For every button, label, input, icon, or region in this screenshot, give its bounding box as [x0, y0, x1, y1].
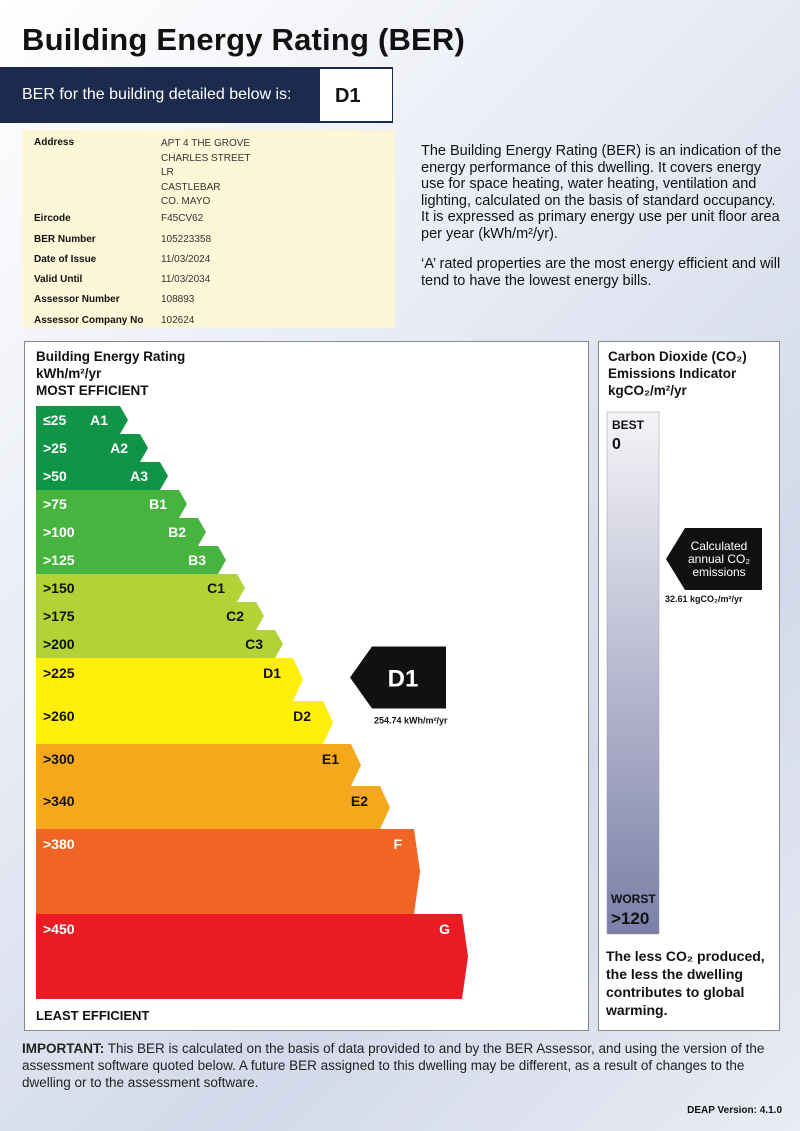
- rating-band-range: >260: [43, 708, 75, 724]
- ber-rating-label: BER for the building detailed below is:: [22, 86, 292, 103]
- detail-value: F45CV62: [161, 213, 204, 224]
- rating-band-range: >25: [43, 440, 67, 456]
- chart-heading-line: MOST EFFICIENT: [36, 383, 149, 398]
- co2-arrow-line: Calculated: [690, 539, 748, 553]
- ber-rating-value: D1: [320, 69, 392, 121]
- rating-indicator-value: 254.74 kWh/m²/yr: [374, 715, 448, 726]
- address-line: LR: [161, 167, 174, 179]
- detail-value: 11/03/2024: [161, 254, 211, 265]
- property-details: [22, 130, 395, 328]
- rating-band-range: >125: [43, 552, 75, 568]
- rating-band-g: [36, 914, 468, 999]
- rating-band-e2: [36, 786, 390, 829]
- rating-band-range: >75: [43, 496, 67, 512]
- detail-key: Address: [34, 137, 75, 148]
- detail-key: Assessor Number: [34, 294, 120, 305]
- detail-value: 11/03/2034: [161, 274, 211, 285]
- co2-heading-line: kgCO₂/m²/yr: [608, 383, 687, 398]
- co2-heading-line: Emissions Indicator: [608, 366, 737, 381]
- rating-band-grade: B1: [149, 496, 167, 512]
- address-line: CHARLES STREET: [161, 152, 251, 164]
- detail-value: 102624: [161, 315, 195, 326]
- rating-band-grade: G: [439, 921, 450, 937]
- co2-best-value: 0: [612, 436, 621, 453]
- rating-band-grade: B3: [188, 552, 206, 568]
- important-notice: [22, 1040, 782, 1091]
- rating-band-grade: A1: [90, 412, 108, 428]
- co2-worst-value: >120: [611, 909, 650, 928]
- co2-scale-bar: [607, 412, 659, 934]
- detail-key: BER Number: [34, 234, 96, 245]
- rating-band-f: [36, 829, 420, 914]
- rating-band-grade: D2: [293, 708, 311, 724]
- rating-band-range: >50: [43, 468, 67, 484]
- rating-band-range: >340: [43, 793, 75, 809]
- rating-band-range: >300: [43, 751, 75, 767]
- rating-band-range: >225: [43, 665, 75, 681]
- least-efficient-label: LEAST EFFICIENT: [36, 1008, 150, 1023]
- chart-heading-line: Building Energy Rating: [36, 349, 186, 364]
- rating-band-range: ≤25: [43, 412, 67, 428]
- co2-arrow-line: annual CO₂: [687, 552, 751, 566]
- co2-emissions-value: 32.61 kgCO₂/m²/yr: [665, 594, 743, 604]
- rating-bands: [25, 342, 590, 1032]
- rating-band-grade: C1: [207, 580, 225, 596]
- detail-key: Valid Until: [34, 274, 83, 285]
- co2-best-label: BEST: [612, 418, 645, 432]
- rating-band-grade: A3: [130, 468, 148, 484]
- co2-heading-line: Carbon Dioxide (CO₂): [608, 349, 747, 364]
- detail-key: Eircode: [34, 213, 71, 224]
- energy-rating-chart: [24, 341, 589, 1031]
- detail-value: 105223358: [161, 234, 212, 245]
- rating-band-range: >200: [43, 636, 75, 652]
- detail-key: Date of Issue: [34, 254, 97, 265]
- address-line: APT 4 THE GROVE: [161, 138, 251, 149]
- co2-arrow-line: emissions: [692, 565, 746, 579]
- rating-band-e1: [36, 744, 361, 786]
- detail-key: Assessor Company No: [34, 315, 144, 326]
- rating-band-grade: D1: [263, 665, 281, 681]
- rating-band-range: >380: [43, 836, 75, 852]
- ber-explanation-paragraph: ‘A’ rated properties are the most energy efficient and will tend to have the lowest energy bills.: [421, 256, 781, 289]
- ber-explanation: [421, 143, 786, 303]
- important-text: This BER is calculated on the basis of data provided to and by the BER Assessor, and using the version of the assessment software quoted below. A future BER assigned to this dwelling may be different, as a result of changes to the dwelling or to the assessment software.: [22, 1041, 765, 1090]
- rating-band-grade: E1: [321, 751, 339, 767]
- detail-value-address: [161, 137, 250, 210]
- page-title: Building Energy Rating (BER): [22, 22, 466, 57]
- rating-band-grade: C3: [245, 636, 263, 652]
- rating-band-grade: E2: [350, 793, 368, 809]
- important-label: IMPORTANT:: [22, 1041, 105, 1056]
- rating-band-d2: [36, 701, 333, 744]
- address-line: CASTLEBAR: [161, 181, 221, 193]
- rating-band-grade: B2: [168, 524, 186, 540]
- co2-emissions-panel: [598, 341, 780, 1031]
- rating-band-range: >100: [43, 524, 75, 540]
- rating-band-range: >450: [43, 921, 75, 937]
- co2-footer-text: The less CO₂ produced, the less the dwelling contributes to global warming.: [606, 948, 765, 1018]
- rating-indicator-grade: D1: [387, 665, 419, 693]
- ber-explanation-paragraph: The Building Energy Rating (BER) is an indication of the energy performance of this dwelling. It covers energy use for space heating, water heating, ventilation and lighting, calculated on the basis of standard occupancy. It is expressed as primary energy use per unit floor area per year (kWh/m²/yr).: [421, 143, 782, 242]
- rating-band-range: >150: [43, 580, 75, 596]
- address-line: CO. MAYO: [161, 196, 211, 208]
- rating-band-grade: A2: [110, 440, 128, 456]
- rating-band-range: >175: [43, 608, 75, 624]
- deap-version: DEAP Version: 4.1.0: [687, 1105, 782, 1116]
- rating-band-grade: F: [393, 836, 402, 852]
- rating-band-grade: C2: [226, 608, 244, 624]
- co2-worst-label: WORST: [611, 892, 656, 906]
- detail-value: 108893: [161, 294, 195, 305]
- ber-rating-banner: [0, 67, 393, 123]
- chart-heading-line: kWh/m²/yr: [36, 366, 102, 381]
